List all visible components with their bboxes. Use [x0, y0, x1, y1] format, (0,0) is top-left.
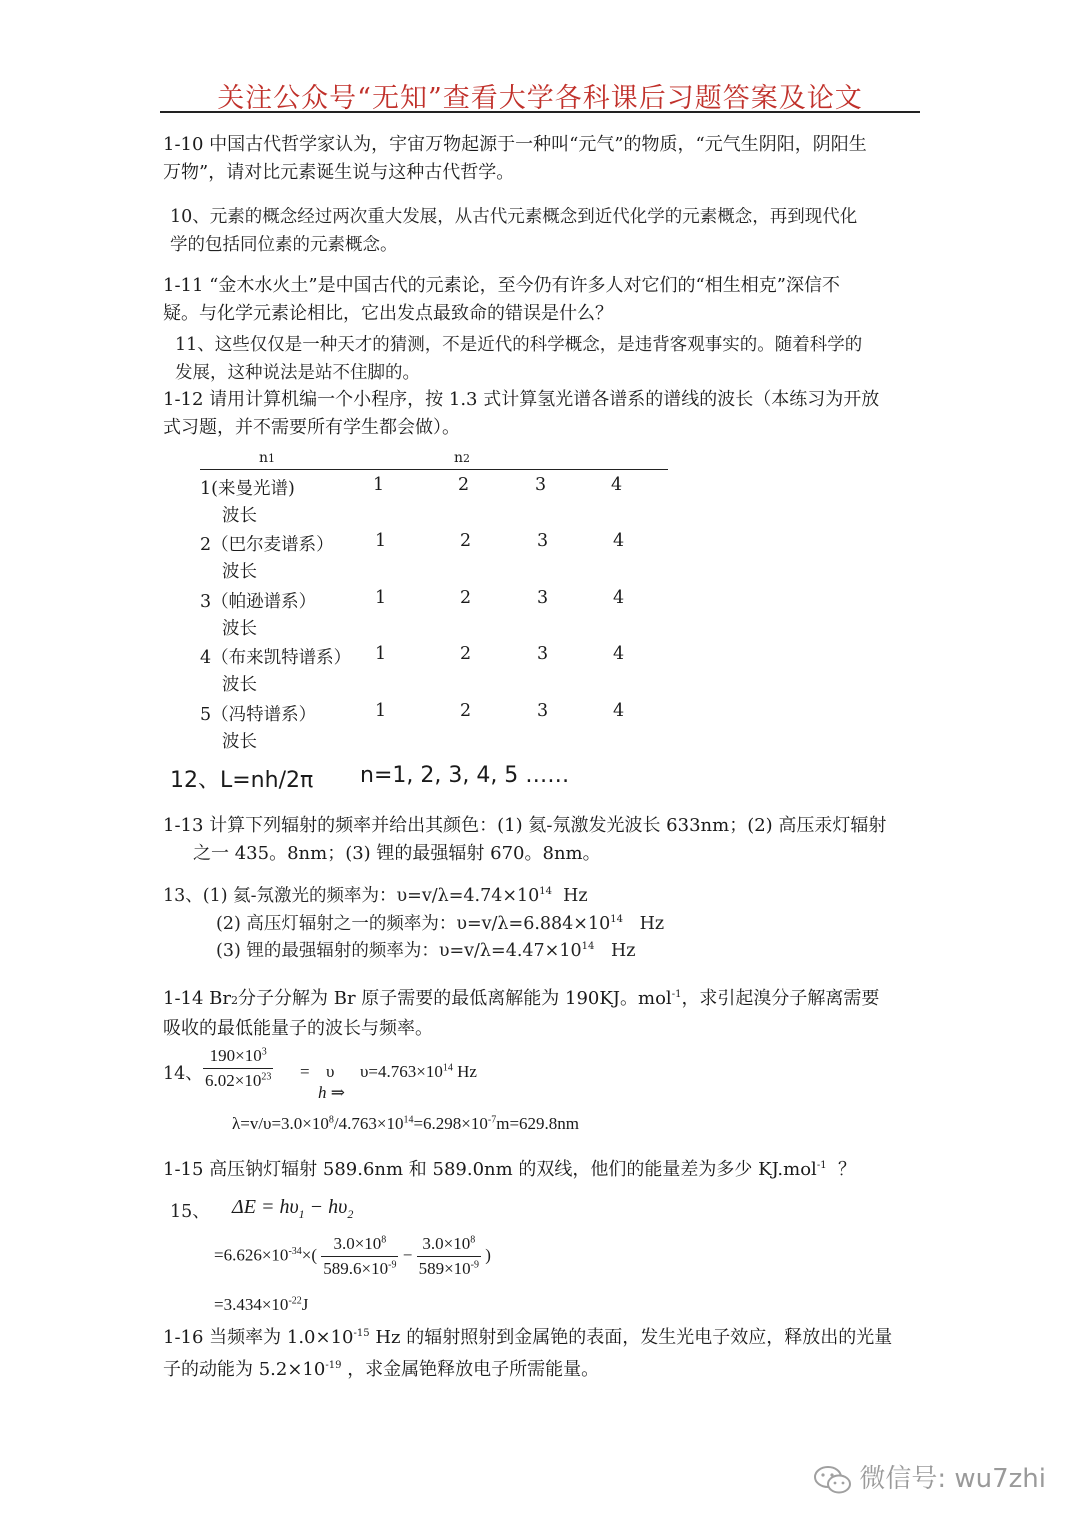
- question-1-13: [163, 812, 886, 868]
- question-line: 1-11 “金木水火土”是中国古代的元素论，至今仍有许多人对它们的“相生相克”深信不: [163, 275, 840, 296]
- table-cell: 1: [373, 475, 385, 495]
- answer-15-delta-e: $\Delta E = h\upsilon_1 - h\upsilon_2$: [232, 1196, 354, 1221]
- answer-12-values: n=1, 2, 3, 4, 5 ……: [360, 763, 570, 788]
- table-cell: 4: [613, 701, 625, 721]
- answer-10: [170, 203, 857, 259]
- answer-line: 发展，这种说法是站不住脚的。: [175, 363, 420, 383]
- question-line: 1-12 请用计算机编一个小程序，按 1.3 式计算氢光谱各谱系的谱线的波长（本练习为开放: [163, 389, 880, 410]
- question-line: 疑。与化学元素论相比，它出发点最致命的错误是什么？: [163, 303, 613, 324]
- answer-line: 学的包括同位素的元素概念。: [170, 235, 398, 255]
- table-cell: 1: [375, 588, 387, 608]
- question-1-15: 1-15 高压钠灯辐射 589.6nm 和 589.0nm 的双线，他们的能量差为多少 KJ.mol$^{-1}$ ？: [163, 1159, 857, 1180]
- question-line: 子的动能为 $5.2\times 10^{-19}$ ，求金属铯释放电子所需能量。: [163, 1359, 600, 1380]
- table-cell: 2: [460, 531, 472, 551]
- answer-line: 10、元素的概念经过两次重大发展，从古代元素概念到近代化学的元素概念，再到现代化: [170, 207, 858, 227]
- table-header-n2: n2: [454, 450, 471, 466]
- answer-14-upsilon: υ: [326, 1062, 335, 1081]
- fraction-596: $\frac{3.0\times 10^8}{589.6\times 10^{-9}}$: [323, 1234, 397, 1278]
- row-wavelength-label: 波长: [222, 562, 257, 582]
- wechat-icon: [813, 1465, 853, 1495]
- answer-13-line2: (2) 高压灯辐射之一的频率为：$\upsilon=v/\lambda=6.884\times 10^{14}$ Hz: [216, 913, 665, 934]
- question-line: 1-10 中国古代哲学家认为，宇宙万物起源于一种叫“元气”的物质，“元气生阴阳，阴阳生: [163, 134, 867, 155]
- row-label: 1(来曼光谱): [200, 479, 295, 499]
- table-cell: 2: [460, 701, 472, 721]
- question-1-11: [163, 272, 840, 328]
- question-line: 1-14 Br2分子分解为 Br 原子需要的最低离解能为 190KJ。mol$^{-1}$，求引起溴分子解离需要: [163, 988, 880, 1009]
- table-cell: 4: [613, 588, 625, 608]
- table-cell: 1: [375, 701, 387, 721]
- question-line: 万物”，请对比元素诞生说与这种古代哲学。: [163, 162, 515, 183]
- answer-13-line3: (3) 锂的最强辐射的频率为：$\upsilon=v/\lambda=4.47\times 10^{14}$ Hz: [216, 940, 636, 961]
- row-label: 3（帕逊谱系）: [200, 592, 317, 612]
- answer-14-wavelength: $\lambda=v/\upsilon=3.0\times 10^8/4.763\times 10^{14}=6.298\times 10^{-7}m=629.8nm$: [232, 1114, 580, 1133]
- table-cell: 3: [537, 701, 549, 721]
- watermark-text: 微信号: wu7zhi: [859, 1464, 1046, 1494]
- question-line: 吸收的最低能量子的波长与频率。: [163, 1018, 433, 1039]
- wechat-watermark: [813, 1458, 1046, 1495]
- question-1-16: [163, 1320, 892, 1384]
- table-cell: 3: [537, 588, 549, 608]
- table-cell: 1: [375, 531, 387, 551]
- row-wavelength-label: 波长: [222, 675, 257, 695]
- answer-14-equals: =: [300, 1062, 310, 1081]
- row-label: 4（布来凯特谱系）: [200, 648, 352, 668]
- row-label: 2（巴尔麦谱系）: [200, 535, 334, 555]
- answer-15-label: 15、: [170, 1202, 210, 1222]
- table-cell: 4: [613, 644, 625, 664]
- answer-15-result: $=3.434\times 10^{-22}J$: [214, 1295, 309, 1314]
- answer-line: 11、这些仅仅是一种天才的猜测，不是近代的科学概念，是违背客观事实的。随着科学的: [175, 335, 863, 355]
- table-cell: 4: [611, 475, 623, 495]
- answer-15-expression: $=6.626\times 10^{-34}\times$( $\frac{3.0\times 10^8}{589.6\times 10^{-9}}$ − $\frac{3.0\times 10^8}{589\times 10^{-9}}$ ): [214, 1234, 491, 1278]
- table-cell: 2: [460, 588, 472, 608]
- table-cell: 1: [375, 644, 387, 664]
- table-cell: 2: [460, 644, 472, 664]
- table-cell: 3: [537, 644, 549, 664]
- question-1-14: [163, 981, 879, 1043]
- fraction-589: $\frac{3.0\times 10^8}{589\times 10^{-9}}$: [418, 1234, 479, 1278]
- table-header-n1: n1: [259, 450, 276, 466]
- answer-14-frequency: $\upsilon=4.763\times 10^{14}$ Hz: [360, 1062, 477, 1081]
- table-cell: 2: [458, 475, 470, 495]
- table-header-rule: [200, 469, 668, 470]
- question-line: 之一 435。8nm；(3) 锂的最强辐射 670。8nm。: [193, 843, 601, 864]
- answer-13-line1: 13、(1) 氦-氖激光的频率为：$\upsilon=v/\lambda=4.74\times 10^{14}$ Hz: [163, 885, 588, 906]
- table-cell: 3: [535, 475, 547, 495]
- answer-11: [175, 331, 862, 387]
- answer-14-arrow: h ⇒: [318, 1083, 345, 1102]
- header-divider: [160, 111, 920, 113]
- page-header: 关注公众号“无知”查看大学各科课后习题答案及论文: [217, 83, 863, 114]
- question-line: 1-13 计算下列辐射的频率并给出其颜色：(1) 氦-氖激发光波长 633nm；(2) 高压汞灯辐射: [163, 815, 887, 836]
- question-line: 式习题，并不需要所有学生都会做）。: [163, 417, 460, 438]
- answer-12-formula: 12、L=nh/2π: [170, 768, 314, 793]
- row-wavelength-label: 波长: [222, 619, 257, 639]
- table-cell: 4: [613, 531, 625, 551]
- question-1-12: [163, 386, 879, 442]
- table-cell: 3: [537, 531, 549, 551]
- row-label: 5（冯特谱系）: [200, 705, 317, 725]
- answer-14-fraction: $\frac{190\times 10^3}{6.02\times 10^{23}}$: [205, 1046, 272, 1090]
- row-wavelength-label: 波长: [222, 506, 257, 526]
- row-wavelength-label: 波长: [222, 732, 257, 752]
- answer-14-label: 14、: [163, 1064, 203, 1084]
- question-1-10: [163, 131, 867, 187]
- question-line: 1-16 当频率为 $1.0\times 10^{-15}$ Hz 的辐射照射到金属铯的表面，发生光电子效应，释放出的光量: [163, 1327, 893, 1348]
